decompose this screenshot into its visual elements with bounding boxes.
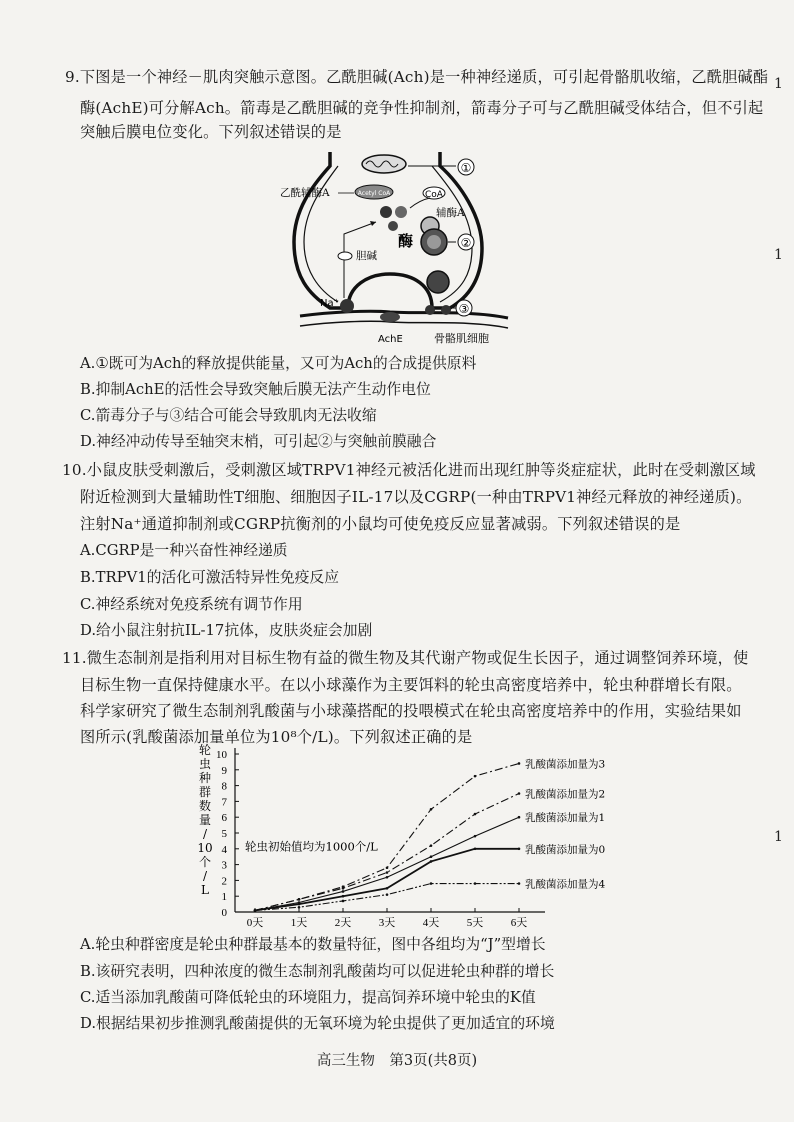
option-c: C.神经系统对免疫系统有调节作用 xyxy=(80,596,303,613)
x-tick-label: 4天 xyxy=(422,917,440,929)
x-tick-label: 3天 xyxy=(378,917,396,929)
x-tick-label: 1天 xyxy=(290,917,308,929)
y-axis-label-char: 虫 xyxy=(198,757,212,771)
question-stem-line: 11.微生态制剂是指利用对目标生物有益的微生物及其代谢产物或促生长因子，通过调整饲养环境，使 xyxy=(62,649,749,667)
option-a: A.①既可为Ach的释放提供能量，又可为Ach的合成提供原料 xyxy=(80,355,477,372)
synapse-diagram xyxy=(280,150,520,346)
y-tick-label: 1 xyxy=(221,891,227,904)
option-a: A.轮虫种群密度是轮虫种群最基本的数量特征，图中各组均为“J”型增长 xyxy=(80,936,546,953)
label-3: ③ xyxy=(458,302,470,316)
question-stem-line: 注射Na⁺通道抑制剂或CGRP抗衡剂的小鼠均可使免疫反应显著减弱。下列叙述错误的是 xyxy=(80,515,681,533)
series-point xyxy=(518,848,521,851)
question-stem-line: 图所示(乳酸菌添加量单位为10⁸个/L)。下列叙述正确的是 xyxy=(80,728,473,746)
option-d: D.神经冲动传导至轴突末梢，可引起②与突触前膜融合 xyxy=(80,433,437,450)
y-tick-label: 5 xyxy=(221,828,227,840)
y-tick-label: 2 xyxy=(221,875,227,888)
y-tick-label: 7 xyxy=(221,796,227,809)
series-point xyxy=(474,882,477,885)
question-stem-line: 10.小鼠皮肤受刺激后，受刺激区域TRPV1神经元被活化进而出现红肿等炎症症状，此时在受刺激区域 xyxy=(62,461,756,479)
y-tick-label: 3 xyxy=(221,859,227,872)
series-point xyxy=(430,860,433,863)
chart-annotation: 轮虫初始值均为1000个/L xyxy=(245,839,378,854)
option-b: B.TRPV1的活化可激活特异性免疫反应 xyxy=(80,569,340,586)
series-point xyxy=(386,887,389,890)
x-tick-label: 6天 xyxy=(510,917,528,929)
page-footer: 高三生物 第3页(共8页) xyxy=(316,1053,478,1069)
series-point xyxy=(430,844,433,847)
series-point xyxy=(430,855,433,858)
question-stem-line: 9.下图是一个神经－肌肉突触示意图。乙酰胆碱(Ach)是一种神经递质，可引起骨骼肌收缩，乙酰胆碱酯 xyxy=(65,68,769,86)
y-axis-label-char: / xyxy=(202,827,208,841)
y-axis-label-char: L xyxy=(201,883,209,897)
x-tick-label: 5天 xyxy=(466,917,484,929)
y-axis-label-char: 轮 xyxy=(198,743,212,757)
series-label: 乳酸菌添加量为0 xyxy=(525,843,606,856)
series-point xyxy=(474,848,477,851)
na-label: Na⁺ xyxy=(320,298,339,309)
series-point xyxy=(474,775,477,778)
y-axis-label-char: 种 xyxy=(198,771,212,785)
y-axis-label-char: 数 xyxy=(198,799,212,813)
series-label: 乳酸菌添加量为2 xyxy=(525,788,606,801)
series-point xyxy=(298,906,301,909)
y-axis-label-char: / xyxy=(202,869,208,883)
series-line xyxy=(255,849,519,911)
option-b: B.该研究表明，四种浓度的微生态制剂乳酸菌均可以促进轮虫种群的增长 xyxy=(80,963,555,980)
coa-inner: CoA xyxy=(425,190,443,200)
acetyl-coa-label: 乙酰辅酶A xyxy=(280,187,330,199)
series-point xyxy=(430,882,433,885)
y-tick-label: 9 xyxy=(221,764,227,777)
series-label: 乳酸菌添加量为4 xyxy=(525,878,606,891)
series-label: 乳酸菌添加量为3 xyxy=(525,758,606,771)
question-stem-line: 酶(AchE)可分解Ach。箭毒是乙酰胆碱的竞争性抑制剂，箭毒分子可与乙酰胆碱受体结合，但不引起 xyxy=(80,99,764,117)
label-2: ② xyxy=(460,236,472,250)
margin-number: 1 xyxy=(774,829,783,845)
mitochondrion xyxy=(362,155,406,173)
series-point xyxy=(386,876,389,879)
enzyme-label: 酶 xyxy=(398,232,414,250)
series-point xyxy=(298,898,301,901)
rotifer-population-chart xyxy=(195,743,635,929)
series-label: 乳酸菌添加量为1 xyxy=(525,812,606,825)
option-c: C.箭毒分子与③结合可能会导致肌肉无法收缩 xyxy=(80,407,377,424)
margin-number: 1 xyxy=(774,76,783,92)
option-d: D.根据结果初步推测乳酸菌提供的无氧环境为轮虫提供了更加适宜的环境 xyxy=(80,1015,555,1032)
y-tick-label: 8 xyxy=(221,780,227,793)
series-point xyxy=(342,890,345,893)
x-tick-label: 0天 xyxy=(246,917,264,929)
choline-label: 胆碱 xyxy=(356,250,377,262)
series-point xyxy=(254,909,257,912)
series-point xyxy=(518,882,521,885)
series-point xyxy=(518,816,521,819)
question-stem-line: 科学家研究了微生态制剂乳酸菌与小球藻搭配的投喂模式在轮虫高密度培养中的作用，实验结果如 xyxy=(80,702,742,720)
acetyl-coa-inner: Acetyl CoA xyxy=(357,190,391,197)
series-point xyxy=(386,893,389,896)
y-axis-label-char: 个 xyxy=(198,855,212,869)
question-stem-line: 目标生物一直保持健康水平。在以小球藻作为主要饵料的轮虫高密度培养中，轮虫种群增长有限。 xyxy=(80,676,742,694)
series-point xyxy=(430,808,433,811)
y-tick-label: 4 xyxy=(221,843,227,856)
y-tick-label: 6 xyxy=(221,812,227,825)
question-stem-line: 突触后膜电位变化。下列叙述错误的是 xyxy=(80,123,342,141)
label-1: ① xyxy=(460,161,472,175)
series-line xyxy=(255,817,519,910)
question-stem-line: 附近检测到大量辅助性T细胞、细胞因子IL-17以及CGRP(一种由TRPV1神经元释放的神经递质)。 xyxy=(80,488,752,506)
series-point xyxy=(386,871,389,874)
series-point xyxy=(342,900,345,903)
ache-label: AchE xyxy=(378,334,403,345)
y-tick-label: 10 xyxy=(216,749,227,761)
series-point xyxy=(342,887,345,890)
margin-number: 1 xyxy=(774,247,783,263)
y-axis-label-char: 群 xyxy=(198,785,212,799)
option-a: A.CGRP是一种兴奋性神经递质 xyxy=(80,542,288,559)
y-axis-label-char: 量 xyxy=(198,813,212,827)
muscle-cell-label: 骨骼肌细胞 xyxy=(434,332,489,345)
series-point xyxy=(518,792,521,795)
y-axis-label-char: 10 xyxy=(197,841,213,855)
series-point xyxy=(474,835,477,838)
option-c: C.适当添加乳酸菌可降低轮虫的环境阻力，提高饲养环境中轮虫的K值 xyxy=(80,989,536,1006)
series-point xyxy=(518,762,521,765)
option-b: B.抑制AchE的活性会导致突触后膜无法产生动作电位 xyxy=(80,381,431,398)
y-tick-label: 0 xyxy=(221,907,227,919)
x-tick-label: 2天 xyxy=(334,917,352,929)
series-point xyxy=(474,813,477,816)
series-point xyxy=(386,866,389,869)
coa-label: 辅酶A xyxy=(436,207,465,219)
option-d: D.给小鼠注射抗IL-17抗体，皮肤炎症会加剧 xyxy=(80,622,373,639)
series-point xyxy=(298,903,301,906)
series-point xyxy=(342,895,345,898)
